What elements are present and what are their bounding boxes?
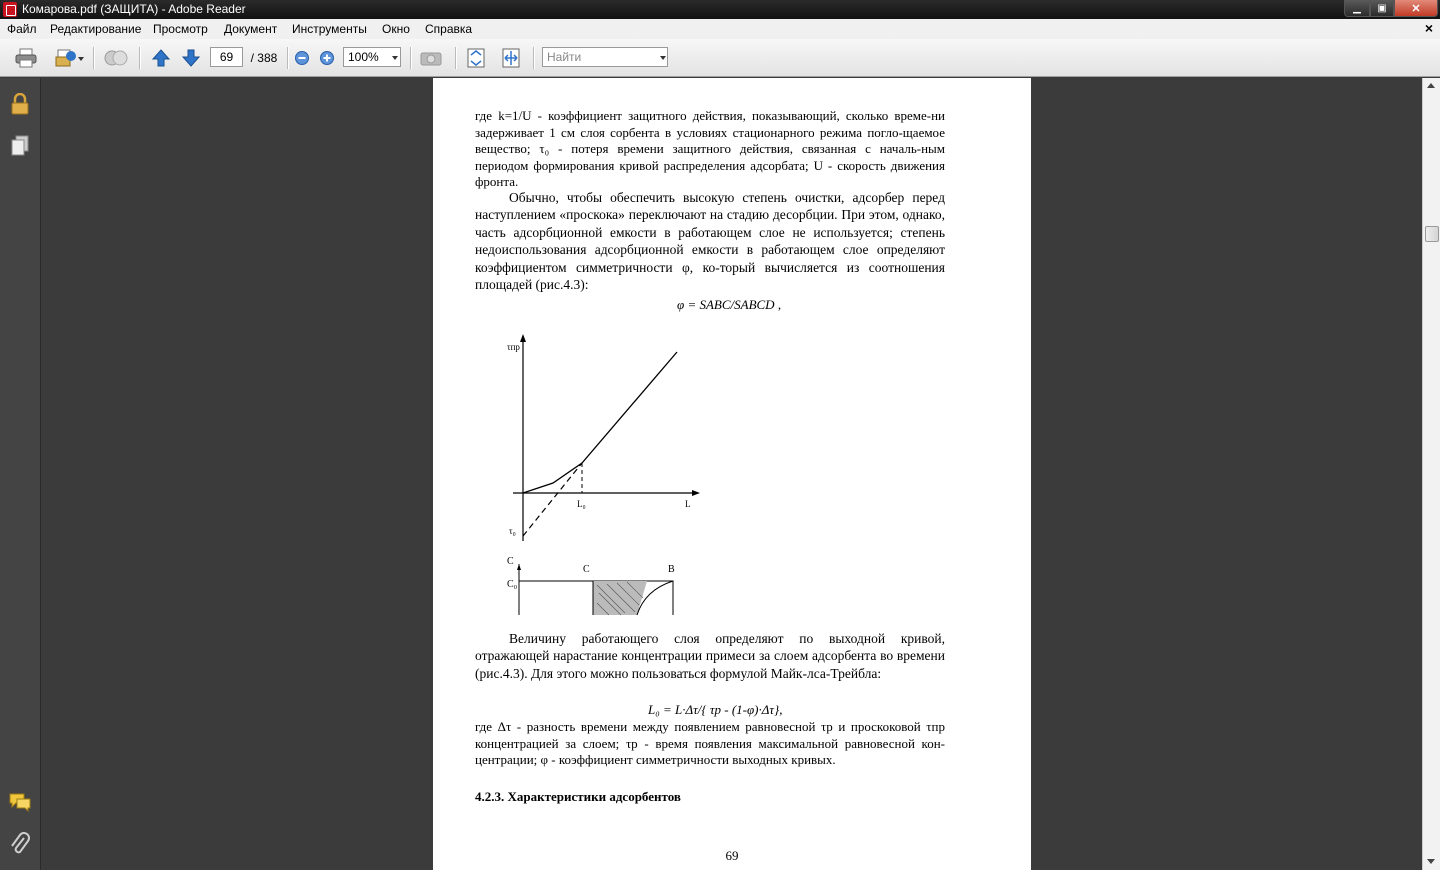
window-title: Комарова.pdf (ЗАЩИТА) - Adobe Reader	[22, 2, 246, 16]
collaborate-button[interactable]	[102, 47, 130, 69]
attachment-icon	[9, 832, 31, 856]
scroll-down-icon[interactable]	[1427, 859, 1435, 864]
print-button[interactable]	[14, 47, 38, 69]
pages-icon	[10, 135, 30, 157]
lower-point-b: B	[668, 564, 675, 575]
search-placeholder: Найти	[547, 50, 582, 64]
maximize-button[interactable]: ▣	[1370, 0, 1394, 17]
formula-lo: L₀ = L·Δτ/{ τp - (1-φ)·Δτ},	[648, 702, 783, 717]
pages-button[interactable]	[8, 134, 32, 158]
zoom-dropdown-icon[interactable]	[392, 56, 398, 60]
comments-icon	[8, 792, 32, 812]
zoom-in-button[interactable]	[318, 47, 336, 69]
document-view[interactable]	[41, 78, 1422, 870]
lower-graph	[517, 564, 673, 615]
lower-level-label: C₀	[507, 579, 518, 590]
minimize-button[interactable]: ▁	[1344, 0, 1370, 17]
security-button[interactable]	[8, 92, 32, 116]
scroll-thumb[interactable]	[1425, 226, 1439, 242]
menu-tools[interactable]: Инструменты	[292, 22, 367, 36]
toolbar-separator	[287, 47, 289, 69]
toolbar	[0, 39, 1440, 77]
fit-page-button[interactable]	[465, 47, 487, 69]
toolbar-separator	[410, 47, 412, 69]
figure-4-3	[497, 328, 717, 618]
lock-icon	[10, 93, 30, 115]
fit-width-button[interactable]	[500, 47, 522, 69]
formula-phi: φ = SABC/SABCD ,	[677, 297, 782, 312]
paragraph-4: где Δτ - разность времени между появлением равновесной τp и проскоковой τпр концентрацией за слоем; τp - время появления максимальной равновесной кон-центрации; φ - коэффициент симметричности выходных кривых.	[475, 719, 945, 768]
window-controls	[1344, 0, 1438, 17]
pdf-page	[433, 78, 1031, 870]
vertical-scrollbar[interactable]	[1422, 78, 1440, 870]
menu-document[interactable]: Документ	[224, 22, 278, 36]
menu-file[interactable]: Файл	[7, 22, 37, 36]
comments-button[interactable]	[8, 790, 32, 814]
upper-mid-label: L₀	[577, 499, 586, 509]
prev-page-button[interactable]	[150, 47, 172, 69]
search-input[interactable]	[542, 47, 668, 67]
fit-page-icon	[467, 48, 485, 68]
toolbar-separator	[93, 47, 95, 69]
menu-bar	[0, 19, 1440, 39]
scroll-up-icon[interactable]	[1427, 83, 1435, 88]
print-icon	[15, 48, 37, 68]
section-heading: 4.2.3. Характеристики адсорбентов	[475, 789, 681, 804]
page-total: / 388	[250, 51, 278, 65]
next-page-icon	[181, 48, 201, 68]
next-page-button[interactable]	[180, 47, 202, 69]
document-close-icon[interactable]: ×	[1424, 20, 1433, 36]
paragraph-3: Величину работающего слоя определяют по выходной кривой, отражающей нарастание концентрации примеси за слоем адсорбента во времени (рис.4.3). Для этого можно пользоваться формулой Майк-лса-Трейбла:	[475, 631, 945, 681]
search-dropdown-icon[interactable]	[660, 56, 666, 60]
zoom-out-icon	[294, 50, 310, 66]
fit-width-icon	[502, 48, 520, 68]
menu-window[interactable]: Окно	[382, 22, 410, 36]
collaborate-icon	[103, 48, 129, 68]
page-number-input[interactable]: 69	[210, 47, 243, 67]
email-button[interactable]	[50, 47, 84, 69]
page-number: 69	[725, 848, 739, 863]
toolbar-separator	[455, 47, 457, 69]
lower-y-label: C	[507, 556, 514, 567]
paragraph-2: Обычно, чтобы обеспечить высокую степень очистки, адсорбер перед наступлением «проскока» переключают на стадию десорбции. При этом, однако, часть адсорбционной емкости в работающем слое не используется; степень недоиспользования адсорбционной емкости в работающем слое определяют коэффициентом симметричности φ, ко-торый вычисляется из соотношения площадей (рис.4.3):	[475, 190, 945, 293]
snapshot-icon	[419, 49, 443, 67]
navigation-panel	[0, 78, 41, 870]
attachments-button[interactable]	[8, 832, 32, 856]
toolbar-separator	[139, 47, 141, 69]
zoom-select[interactable]	[343, 47, 401, 67]
upper-y-label: τпр	[507, 342, 520, 352]
toolbar-separator	[533, 47, 535, 69]
upper-neg-label: τ₀	[509, 526, 516, 536]
zoom-in-icon	[319, 50, 335, 66]
zoom-out-button[interactable]	[293, 47, 311, 69]
menu-edit[interactable]: Редактирование	[50, 22, 142, 36]
zoom-value: 100%	[348, 50, 379, 64]
snapshot-button[interactable]	[418, 47, 444, 69]
menu-help[interactable]: Справка	[425, 22, 473, 36]
paragraph-1: где k=1/U - коэффициент защитного действия, показывающий, сколько време-ни задерживает 1 см слоя сорбента в условиях стационарного режима погло-щаемое вещество; τ₀ - потеря времени защитного действия, связанная с началь-ным периодом формирования кривой распределения адсорбата; U - скорость движения фронта.	[475, 108, 945, 190]
adobe-reader-icon	[3, 2, 17, 17]
email-dropdown-icon[interactable]	[78, 57, 84, 61]
upper-x-label: L	[685, 499, 691, 509]
title-bar	[0, 0, 1440, 19]
menu-view[interactable]: Просмотр	[153, 22, 208, 36]
prev-page-icon	[151, 48, 171, 68]
email-icon	[55, 48, 79, 68]
lower-point-c: C	[583, 564, 590, 575]
upper-graph	[513, 334, 700, 541]
close-button[interactable]: ✕	[1394, 0, 1438, 17]
